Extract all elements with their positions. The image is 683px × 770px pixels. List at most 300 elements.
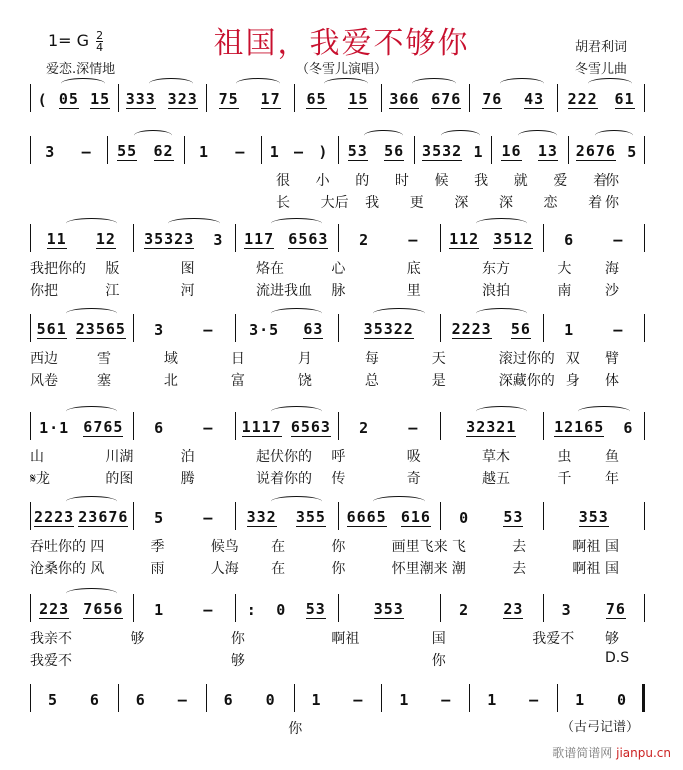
bar-line <box>644 84 645 112</box>
note-group: 561 <box>36 320 67 338</box>
slur-mark <box>149 78 193 89</box>
measure <box>32 416 131 440</box>
measure <box>383 88 467 112</box>
lyric-word: D.S <box>605 650 630 666</box>
bar-line <box>338 224 339 252</box>
site-watermark <box>552 744 671 761</box>
note-group: 676 <box>431 90 462 108</box>
bar-line <box>235 594 236 622</box>
bar-line <box>133 314 134 342</box>
lyric-word: 域 <box>163 351 178 367</box>
bar-line <box>133 224 134 252</box>
lyric-word: 啊祖 <box>331 631 360 647</box>
time-bottom: 4 <box>96 41 104 54</box>
lyric-word: 更 <box>409 195 424 211</box>
note-group: 3532 <box>422 142 463 160</box>
measure <box>208 688 292 712</box>
lyric-line <box>30 258 645 276</box>
note-group: – <box>177 691 188 709</box>
notation-row <box>30 318 645 342</box>
bar-line <box>557 84 558 112</box>
measure <box>559 688 643 712</box>
lyric-word: 潮 <box>451 561 466 577</box>
note-group: 1 <box>487 691 498 709</box>
slur-mark <box>271 406 322 417</box>
lyric-word: 流进我血 <box>256 283 312 299</box>
measure <box>340 506 439 530</box>
lyric-line <box>30 536 645 554</box>
note-group: 1 <box>564 321 575 339</box>
bar-line <box>414 136 415 164</box>
note-group: 223 <box>39 600 70 618</box>
measure <box>237 318 336 342</box>
lyric-word: 是 <box>431 373 446 389</box>
measure <box>442 416 541 440</box>
lyric-word: 虫 <box>557 449 572 465</box>
notation-row <box>30 416 645 440</box>
slur-mark <box>271 308 322 319</box>
note-group: 3 <box>213 231 224 249</box>
bar-line <box>338 594 339 622</box>
note-group: 0 <box>459 509 470 527</box>
bar-line <box>440 594 441 622</box>
bar-line <box>30 594 31 622</box>
bar-line <box>338 502 339 530</box>
bar-line <box>30 314 31 342</box>
note-group: 2676 <box>575 142 616 160</box>
measure <box>493 140 566 164</box>
note-group: 23676 <box>78 508 129 526</box>
note-group: 3·5 <box>249 321 280 339</box>
measure <box>186 140 259 164</box>
bar-line <box>440 224 441 252</box>
bar-line <box>338 136 339 164</box>
note-group: 63 <box>303 320 324 338</box>
note-group: 11 <box>46 230 67 248</box>
lyric-word: 鱼 <box>605 449 619 465</box>
lyric-word: 够 <box>230 653 245 669</box>
lyric-line <box>30 192 645 210</box>
slur-mark <box>595 130 633 141</box>
note-group: – <box>613 231 624 249</box>
song-title: 祖国，我爱不够你 <box>213 26 470 61</box>
lyric-word: 在 <box>271 539 286 555</box>
lyric-word: 版 <box>105 261 120 277</box>
note-group: 1 <box>269 143 280 161</box>
lyric-word: 我 <box>474 173 489 189</box>
bar-line <box>261 136 262 164</box>
lyric-word: 去 <box>512 539 527 555</box>
note-group: 2 <box>359 231 370 249</box>
note-group: – <box>529 691 540 709</box>
lyric-word: 着 <box>593 173 608 189</box>
bar-line <box>206 84 207 112</box>
lyric-word: 海 <box>605 261 619 277</box>
measure <box>237 228 336 252</box>
note-group: 2223 <box>34 508 75 526</box>
bar-line <box>644 224 645 252</box>
note-group: 323 <box>167 90 198 108</box>
lyric-word: 的 <box>355 173 370 189</box>
measure <box>32 140 105 164</box>
note-group: 7656 <box>83 600 124 618</box>
lyric-line <box>30 370 645 388</box>
note-group: 23565 <box>75 320 126 338</box>
measure <box>545 506 644 530</box>
bar-line <box>184 136 185 164</box>
slur-mark <box>500 78 544 89</box>
measure <box>32 228 131 252</box>
bar-line <box>30 684 31 712</box>
lyric-word: 双 <box>565 351 580 367</box>
measure <box>442 228 541 252</box>
slur-mark <box>476 218 527 229</box>
lyric-word: 体 <box>605 373 619 389</box>
note-group: 6 <box>564 231 575 249</box>
lyric-word: 𝄋龙 <box>30 471 51 487</box>
note-group: 56 <box>384 142 405 160</box>
note-group: – <box>203 419 214 437</box>
note-group: : <box>246 601 257 619</box>
lyric-word: 深藏你的 <box>498 373 555 389</box>
note-group: 355 <box>295 508 326 526</box>
lyric-word: 图 <box>180 261 195 277</box>
bar-line <box>118 684 119 712</box>
measure <box>135 228 234 252</box>
slur-mark <box>373 496 424 507</box>
note-group: 1 <box>198 143 209 161</box>
slur-mark <box>476 308 527 319</box>
note-group: – <box>203 321 214 339</box>
measure <box>442 598 541 622</box>
lyric-word: 你 <box>230 631 245 647</box>
lyric-word: 深 <box>498 195 513 211</box>
note-group: 6 <box>623 419 634 437</box>
lyric-word: 你 <box>605 173 619 189</box>
measure <box>237 506 336 530</box>
slur-mark <box>441 130 479 141</box>
lyric-word: 腾 <box>180 471 195 487</box>
note-group: 1117 <box>241 418 282 436</box>
note-group: – <box>203 601 214 619</box>
bar-line <box>381 684 382 712</box>
slur-mark <box>168 218 219 229</box>
measure <box>296 88 380 112</box>
measure <box>135 416 234 440</box>
note-group: 1 <box>399 691 410 709</box>
measure <box>32 506 131 530</box>
measure <box>237 598 336 622</box>
note-group: 6 <box>135 691 146 709</box>
note-group: 0 <box>276 601 287 619</box>
notation-row <box>30 88 645 112</box>
note-group: 3 <box>561 601 572 619</box>
measure <box>383 688 467 712</box>
lyric-line <box>30 558 645 576</box>
note-group: 3 <box>45 143 56 161</box>
bar-line <box>107 136 108 164</box>
notation-row <box>30 140 645 164</box>
note-group: 17 <box>260 90 281 108</box>
bar-line <box>568 136 569 164</box>
bar-line <box>644 136 645 164</box>
slur-mark <box>476 406 527 417</box>
slur-mark <box>324 78 368 89</box>
lyric-word: 草木 <box>482 449 511 465</box>
slur-mark <box>518 130 556 141</box>
composer-credit: 冬雪儿曲 <box>575 62 628 77</box>
note-group: 5 <box>627 143 638 161</box>
note-group: 65 <box>306 90 327 108</box>
bar-line <box>440 314 441 342</box>
lyric-word: 你把 <box>30 283 58 299</box>
performer-credit: （冬雪儿演唱） <box>295 62 387 77</box>
slur-mark <box>412 78 456 89</box>
lyric-word: 恋 <box>543 195 558 211</box>
note-group: 12 <box>95 230 116 248</box>
lyric-word: 在 <box>271 561 286 577</box>
lyric-word: 大后 <box>320 195 349 211</box>
measure <box>237 416 336 440</box>
lyric-word: 浪拍 <box>482 283 511 299</box>
slur-mark <box>578 406 629 417</box>
bar-line <box>30 412 31 440</box>
measure <box>263 140 336 164</box>
bar-line <box>118 84 119 112</box>
lyric-word: 深 <box>454 195 469 211</box>
lyric-word: 河 <box>180 283 195 299</box>
measure <box>570 140 643 164</box>
bar-line <box>543 502 544 530</box>
note-group: 353 <box>578 508 609 526</box>
lyric-word: 江 <box>105 283 120 299</box>
note-group: 43 <box>524 90 545 108</box>
lyric-word: 雨 <box>150 561 165 577</box>
bar-line <box>440 412 441 440</box>
lyric-word: 国 <box>605 539 619 555</box>
note-group: 117 <box>244 230 275 248</box>
measure <box>442 506 541 530</box>
lyric-word: 总 <box>364 373 379 389</box>
lyric-word: 够 <box>130 631 145 647</box>
lyric-word: 说着你的 <box>256 471 312 487</box>
lyric-word: 时 <box>394 173 409 189</box>
lyric-word: 呼 <box>331 449 346 465</box>
bar-line <box>294 84 295 112</box>
lyric-word: 传 <box>331 471 346 487</box>
bar-line <box>644 314 645 342</box>
lyric-word: 起伏你的 <box>256 449 312 465</box>
note-group: 366 <box>389 90 420 108</box>
lyric-word: 吞吐你的 <box>30 539 86 555</box>
note-group: 6765 <box>83 418 124 436</box>
lyric-word: 山 <box>30 449 44 465</box>
lyric-word: 千 <box>557 471 572 487</box>
note-group: 222 <box>567 90 598 108</box>
transcriber-note: （古弓记谱） <box>560 720 639 735</box>
measure <box>135 318 234 342</box>
lyric-word: 塞 <box>96 373 111 389</box>
note-group: 2 <box>359 419 370 437</box>
measure <box>32 88 116 112</box>
bar-line <box>235 412 236 440</box>
note-group: 1 <box>154 601 165 619</box>
bar-line <box>381 84 382 112</box>
note-group: 0 <box>617 691 628 709</box>
note-group: 56 <box>510 320 531 338</box>
note-group: – <box>203 509 214 527</box>
note-group: ( <box>37 91 48 109</box>
slur-mark <box>271 218 322 229</box>
lyric-word: 啊祖 <box>572 539 601 555</box>
lyric-word: 富 <box>230 373 245 389</box>
note-group: – <box>235 143 246 161</box>
note-group: 35323 <box>144 230 195 248</box>
measure <box>120 688 204 712</box>
note-group: 5 <box>47 691 58 709</box>
lyric-word: 年 <box>605 471 619 487</box>
note-group: 616 <box>400 508 431 526</box>
lyric-word: 脉 <box>331 283 346 299</box>
notation-row <box>30 506 645 530</box>
slur-mark <box>66 588 117 599</box>
lyric-word: 月 <box>297 351 312 367</box>
lyric-word: 季 <box>150 539 165 555</box>
bar-line <box>440 502 441 530</box>
bar-line <box>338 412 339 440</box>
expression-marking: 爱恋.深情地 <box>46 62 116 77</box>
lyric-word: 就 <box>513 173 528 189</box>
note-group: – <box>353 691 364 709</box>
note-group: 62 <box>153 142 174 160</box>
lyric-word: 很 <box>276 173 290 189</box>
slur-mark <box>134 130 172 141</box>
bar-line <box>133 412 134 440</box>
measure <box>442 318 541 342</box>
measure <box>32 688 116 712</box>
note-group: 6 <box>223 691 234 709</box>
measure <box>340 228 439 252</box>
note-group: 13 <box>537 142 558 160</box>
measure <box>120 88 204 112</box>
note-group: – <box>294 143 305 161</box>
lyric-word: 饶 <box>297 373 312 389</box>
slur-mark <box>373 308 424 319</box>
lyric-word: 风 <box>90 561 105 577</box>
bar-line <box>644 412 645 440</box>
notation-row <box>30 228 645 252</box>
lyric-word: 天 <box>431 351 446 367</box>
note-group: 05 <box>58 90 79 108</box>
bar-line <box>543 314 544 342</box>
note-group: ) <box>318 143 329 161</box>
note-group: 1 <box>473 143 484 161</box>
lyric-word: 啊祖 <box>572 561 601 577</box>
lyric-word: 大 <box>557 261 572 277</box>
bar-line <box>644 594 645 622</box>
note-group: 1 <box>311 691 322 709</box>
lyric-word: 泊 <box>180 449 195 465</box>
note-group: 112 <box>449 230 480 248</box>
lyric-word: 西边 <box>30 351 58 367</box>
lyric-word: 你 <box>331 539 346 555</box>
lyric-word: 着 <box>588 195 603 211</box>
note-group: 6563 <box>290 418 331 436</box>
slur-mark <box>61 78 105 89</box>
measure <box>340 598 439 622</box>
bar-line <box>469 684 470 712</box>
measure <box>340 318 439 342</box>
measure <box>32 318 131 342</box>
note-group: 53 <box>347 142 368 160</box>
lyric-word: 四 <box>90 539 105 555</box>
notation-row <box>30 688 645 712</box>
lyric-word: 你 <box>605 195 619 211</box>
lyric-line <box>30 650 645 668</box>
measure <box>545 318 644 342</box>
note-group: 0 <box>265 691 276 709</box>
lyric-word: 你 <box>431 653 446 669</box>
note-group: 23 <box>503 600 524 618</box>
lyric-word: 候 <box>434 173 449 189</box>
measure <box>471 88 555 112</box>
measure <box>32 598 131 622</box>
lyric-word: 我爱不 <box>532 631 575 647</box>
note-group: 61 <box>614 90 635 108</box>
lyric-line <box>30 718 645 736</box>
bar-line <box>338 314 339 342</box>
note-group: 6665 <box>346 508 387 526</box>
lyric-word: 够 <box>605 631 619 647</box>
bar-line <box>235 224 236 252</box>
bar-line <box>543 224 544 252</box>
lyric-word: 川湖 <box>105 449 134 465</box>
lyric-word: 风卷 <box>30 373 58 389</box>
measure <box>296 688 380 712</box>
lyric-word: 的图 <box>105 471 134 487</box>
slur-mark <box>66 308 117 319</box>
note-group: 1·1 <box>39 419 70 437</box>
slur-mark <box>364 130 402 141</box>
lyric-word: 日 <box>230 351 245 367</box>
measure <box>416 140 489 164</box>
note-group: – <box>441 691 452 709</box>
measure <box>208 88 292 112</box>
lyric-word: 你 <box>288 721 303 737</box>
lyric-word: 底 <box>406 261 421 277</box>
slur-mark <box>588 78 632 89</box>
note-group: – <box>613 321 624 339</box>
lyric-line <box>30 170 645 188</box>
lyric-word: 国 <box>431 631 446 647</box>
bar-line <box>543 594 544 622</box>
measure <box>471 688 555 712</box>
bar-line <box>557 684 558 712</box>
slur-mark <box>66 496 117 507</box>
lyric-word: 雪 <box>96 351 111 367</box>
measure <box>559 88 643 112</box>
lyric-line <box>30 446 645 464</box>
measure <box>135 506 234 530</box>
note-group: 333 <box>125 90 156 108</box>
note-group: 332 <box>246 508 277 526</box>
lyric-word: 我 <box>365 195 380 211</box>
bar-line <box>469 84 470 112</box>
lyric-word: 越五 <box>482 471 511 487</box>
note-group: 6 <box>154 419 165 437</box>
note-group: 53 <box>503 508 524 526</box>
slur-mark <box>271 496 322 507</box>
